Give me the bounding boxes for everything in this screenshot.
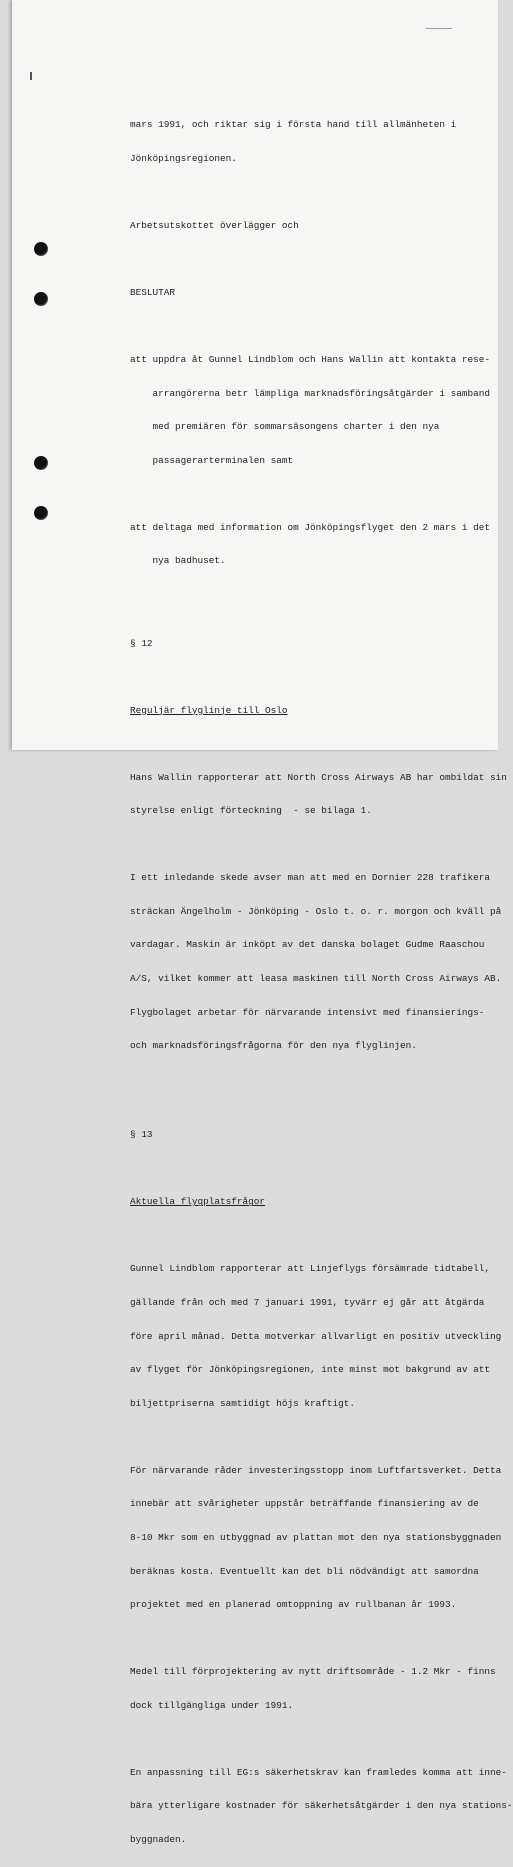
text-line: mars 1991, och riktar sig i första hand till allmänheten i: [130, 119, 457, 131]
text-line: passagerarterminalen samt: [130, 454, 294, 466]
text-line: bära ytterligare kostnader för säkerhetsåtgärder i den nya stations-: [130, 1800, 513, 1812]
text-line: att uppdra åt Gunnel Lindblom och Hans Wallin att kontakta rese-: [130, 354, 491, 365]
margin-mark: [30, 72, 32, 80]
text-line: med premiären för sommarsäsongens charter i den nya: [130, 421, 440, 433]
text-line: byggnaden.: [130, 1833, 187, 1845]
text-line: Gunnel Lindblom rapporterar att Linjeflygs försämrade tidtabell,: [130, 1263, 491, 1275]
punch-hole-icon: [34, 456, 48, 470]
text-line: Hans Wallin rapporterar att North Cross Airways AB har ombildat sin: [130, 771, 507, 783]
text-line: biljettpriserna samtidigt höjs kraftigt.: [130, 1397, 356, 1409]
text-line: vardagar. Maskin är inköpt av det danska bolaget Gudme Raaschou: [130, 939, 485, 951]
text-line: beräknas kosta. Eventuellt kan det bli nödvändigt att samordna: [130, 1565, 479, 1577]
text-line: Flygbolaget arbetar för närvarande intensivt med finansierings-: [130, 1006, 485, 1018]
section-number: § 12: [130, 637, 153, 649]
text-line: I ett inledande skede avser man att med en Dornier 228 trafikera: [130, 872, 491, 884]
punch-hole-icon: [34, 292, 48, 306]
text-line: För närvarande råder investeringsstopp inom Luftfartsverket. Detta: [130, 1464, 502, 1476]
text-line: En anpassning till EG:s säkerhetskrav kan framledes komma att inne-: [130, 1766, 507, 1778]
text-line: projektet med en planerad omtoppning av rullbanan år 1993.: [130, 1599, 457, 1611]
text-line: dock tillgängliga under 1991.: [130, 1699, 294, 1711]
decision-heading: BESLUTAR: [130, 287, 176, 298]
punch-hole-icon: [34, 506, 48, 520]
text-line: Jönköpingsregionen.: [130, 153, 237, 164]
text-line: Medel till förprojektering av nytt driftsområde - 1.2 Mkr - finns: [130, 1666, 496, 1678]
text-line: av flyget för Jönköpingsregionen, inte minst mot bakgrund av att: [130, 1364, 491, 1376]
punch-hole-icon: [34, 242, 48, 256]
section-heading: Reguljär flyglinje till Oslo: [130, 704, 288, 716]
text-line: nya badhuset.: [130, 555, 226, 567]
section-heading: Aktuella flygplatsfrågor: [130, 1196, 266, 1208]
document-page: [12, 0, 513, 1845]
text-line: före april månad. Detta motverkar allvarligt en positiv utveckling: [130, 1330, 502, 1342]
text-line: att deltaga med information om Jönköpingsflyget den 2 mars i det: [130, 521, 491, 533]
text-line: A/S, vilket kommer att leasa maskinen till North Cross Airways AB.: [130, 972, 502, 984]
scan-mark: [426, 28, 452, 29]
text-line: arrangörerna betr lämpliga marknadsföringsåtgärder i samband: [130, 387, 491, 399]
text-line: och marknadsföringsfrågorna för den nya flyglinjen.: [130, 1040, 417, 1052]
text-line: innebär att svårigheter uppstår beträffande finansiering av de: [130, 1498, 479, 1510]
section-number: § 13: [130, 1129, 153, 1141]
text-line: sträckan Ängelholm - Jönköping - Oslo t. o. r. morgon och kväll på: [130, 905, 502, 917]
text-line: styrelse enligt förteckning - se bilaga 1.: [130, 805, 372, 817]
document-body: [130, 97, 513, 1867]
text-line: 8-10 Mkr som en utbyggnad av plattan mot den nya stationsbyggnaden: [130, 1531, 502, 1543]
text-line: gällande från och med 7 januari 1991, tyvärr ej går att åtgärda: [130, 1296, 485, 1308]
text-line: Arbetsutskottet överlägger och: [130, 220, 299, 231]
